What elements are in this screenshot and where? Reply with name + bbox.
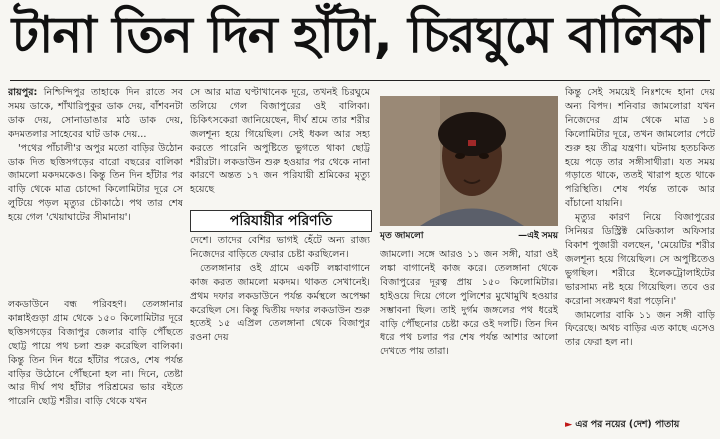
paragraph-text: নিশ্চিন্দিপুর তাহাকে দিন রাতে সব সময় ডাকে, শাঁখারিপুকুর ডাক দেয়, বাঁশবনটা ডাক দেয়, সোনাডাঙার মাঠ ডাক দেয়, কদমতলার সাহেবের ঘাট ডাক দেয়... [8,87,183,140]
section-subhead: পরিযায়ীর পরিণতি [190,210,372,232]
paragraph-text: লকডাউনে বন্ধ পরিবহণ। তেলঙ্গানার কান্নাইগুড়া গ্রাম থেকে ১৫০ কিলোমিটার দূরে ছত্তিসগড়ের বিজাপুর জেলার বাড়ি পৌঁছতে ছোট্ট পায়ে পথ চলা শুরু করেছিল বালিকা। কিন্তু তিন দিন ধরে হাঁটার পরেও, শেষ পর্যন্ত বাড়ির উঠোনে পৌঁছনো হল না। দিনে, তেষ্টা আর দীর্ঘ পথ হাঁটার পরিশ্রমের ভার বইতে পারেনি ছোট্ট শরীর। বাড়ি থেকে যখন [8,299,183,408]
caption-name: মৃত জামলো [380,231,424,241]
arrow-icon: ► [565,419,573,430]
bottom-column-3 [380,248,558,436]
paragraph-text: সে আর মাত্র ঘণ্টাখানেক দূরে, তখনই চিরঘুমে তলিয়ে গেল বিজাপুরের ওই বালিকা। চিকিৎসকেরা জানিয়েছেন, দীর্ঘ শ্রমে তার শরীর জলশূন্য হয়ে গিয়েছিল। সেই ধকল আর সহ্য করতে পারেনি অপুষ্টিতে ভুগতে থাকা ছোট্ট শরীরটা। লকডাউন শুরু হওয়ার পর থেকে নানা কারণে অন্তত ১৭ জন পরিযায়ী শ্রমিকের মৃত্যু হয়েছে [190,87,370,196]
paragraph [565,211,715,308]
paragraph [8,298,183,409]
continuation-text: এর পর নয়ের (দেশ) পাতায় [575,419,680,430]
paragraph [8,86,183,142]
paragraph-text: 'পথের পাঁচালী'র অপুর মতো বাড়ির উঠোন ডাক দিত ছত্তিসগড়ের বারো বছরের বালিকা জামলো মকদমকেও। কিন্তু তিন দিন হাঁটার পর বাড়ি থেকে মাত্র চোদ্দো কিলোমিটার দূরে সে লুটিয়ে পড়ল মৃত্যুর চৌকাঠে। পথ তার শেষ হয়ে গেল 'খেয়াঘাটের সীমানায়'। [8,142,183,224]
portrait-image [380,96,558,226]
continuation-note [565,418,715,432]
bottom-column-2 [190,234,370,436]
headline-rule [10,80,710,81]
paragraph [190,234,370,262]
paragraph [8,142,183,225]
column-2-top [190,86,370,208]
paragraph-text: তেলঙ্গানার ওই গ্রামে একটি লঙ্কাবাগানে কাজ করত জামলো মকদম। থাকত সেখানেই। প্রথম দফার লকডাউনে পর্যন্ত কর্মস্থলে অপেক্ষা করেছিল সে। কিন্তু দ্বিতীয় দফার লকডাউন শুরু হতেই ১৫ এপ্রিল তেলঙ্গানা থেকে বিজাপুর রওনা দেয় [190,262,370,344]
paragraph [565,309,715,351]
paragraph-text: মৃত্যুর কারণ নিয়ে বিজাপুরের সিনিয়র ডিস্ট্রিক্ট মেডিক্যাল অফিসার বিকাশ পুজারী বলছেন, 'মেয়েটির শরীর জলশূন্য হয়ে গিয়েছিল। সে অপুষ্টিতেও ভুগছিল। শরীরে ইলেকট্রোলাইটের ভারসাম্য নষ্ট হয়ে গিয়েছিল। তবে ওর করোনা সংক্রমণ ধরা পড়েনি।' [565,212,715,307]
paragraph-text: দেশে। তাদের বেশির ভাগই হেঁটে অন্য রাজ্য নিজেদের বাড়িতে ফেরার চেষ্টা করছিলেন। [190,235,370,260]
dateline: রায়পুর: [8,87,38,98]
paragraph [190,86,370,197]
photo-jamlo [380,96,558,226]
caption-credit: —এই সময় [518,231,558,241]
paragraph-text: কিন্তু সেই সময়েই নিঃশব্দে হানা দেয় অন্য বিপদ। শনিবার জামলোরা যখন নিজেদের গ্রাম থেকে মাত্র ১৪ কিলোমিটার দূরে, তখন জামলোর পেটে শুরু হয় তীব্র যন্ত্রণা। ঘটনায় হতচকিত হয়ে পড়ে তার সঙ্গীসাথীরা। যত সময় গড়াতে থাকে, ততই খারাপ হতে থাকে পরিস্থিতি। শেষ পর্যন্ত তাকে আর বাঁচানো যায়নি। [565,87,715,210]
paragraph [565,86,715,211]
column-1-top [8,86,183,296]
paragraph-text: জামলোর বাকি ১১ জন সঙ্গী বাড়ি ফিরেছে। অথচ বাড়ির এত কাছে এসেও তার ফেরা হল না। [565,309,715,349]
paragraph [380,248,558,359]
bottom-column-1 [8,298,183,436]
column-3 [565,86,715,416]
paragraph-text: জামলো। সঙ্গে আরও ১১ জন সঙ্গী, যারা ওই লঙ্কা বাগানেই কাজ করে। তেলঙ্গানা থেকে বিজাপুরের দূরত্ব প্রায় ১৫০ কিলোমিটার। হাইওয়ে দিয়ে গেলে পুলিশের মুখোমুখি হওয়ার সম্ভাবনা ছিল। তাই দুর্গম জঙ্গলের পথ ধরেই বাড়ি পৌঁছনোর চেষ্টা করে ওই দলটি। তিন দিন ধরে পথ চলার পর শেষ পর্যন্ত আশার আলো দেখতে পায় তারা। [380,249,558,358]
headline: টানা তিন দিন হাঁটা, চিরঘুমে বালিকা [11,5,709,64]
photo-caption [380,230,558,242]
paragraph [190,262,370,345]
